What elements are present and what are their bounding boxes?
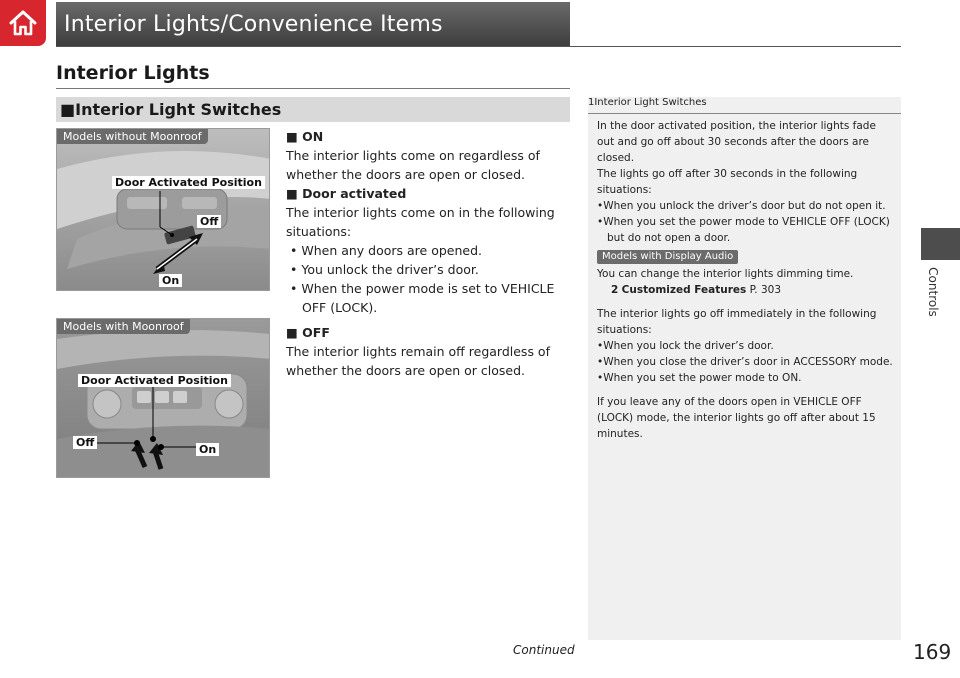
sidebar-paragraph: The lights go off after 30 seconds in the following situations:: [597, 168, 858, 196]
door-bullet: • You unlock the driver’s door.: [290, 262, 479, 277]
models-with-moonroof-tag: Models with Moonroof: [57, 319, 190, 334]
on-heading: ■ ON: [286, 129, 324, 144]
callout-off: Off: [197, 215, 221, 228]
cross-reference-link[interactable]: [597, 282, 894, 298]
overhead-console-illustration: [57, 129, 270, 291]
sidebar-paragraph: In the door activated position, the interior lights fade out and go off about 30 seconds after the doors are closed.: [597, 120, 876, 164]
photo-with-moonroof: [56, 318, 270, 478]
sidebar-paragraph: The interior lights go off immediately in the following situations:: [597, 308, 877, 336]
page-title: Interior Lights/Convenience Items: [64, 11, 443, 37]
page-title-bar: [56, 2, 570, 46]
callout-door-activated: Door Activated Position: [112, 176, 265, 189]
main-body-text: [286, 127, 561, 380]
sidebar-paragraph: If you leave any of the doors open in VEHICLE OFF (LOCK) mode, the interior lights go off after about 15 minutes.: [597, 396, 876, 440]
xref-page: P. 303: [746, 284, 782, 296]
sidebar-bullet: •When you close the driver’s door in ACCESSORY mode.: [597, 356, 893, 368]
off-heading: ■ OFF: [286, 325, 330, 340]
door-activated-heading: ■ Door activated: [286, 186, 407, 201]
sidebar-bullet: •When you unlock the driver’s door but do not open it.: [597, 200, 886, 212]
sidebar-heading: 1Interior Light Switches: [588, 97, 707, 108]
sidebar-notes-text: [597, 118, 894, 442]
callout-off-moonroof: Off: [73, 436, 97, 449]
home-icon: [8, 9, 38, 37]
page-number: 169: [913, 640, 952, 664]
chapter-tab-label-wrap: [916, 262, 950, 322]
xref-arrow-icon: 2: [611, 284, 619, 296]
chapter-tab[interactable]: [921, 228, 960, 260]
continued-label: Continued: [513, 643, 575, 657]
callout-door-activated-moonroof: Door Activated Position: [78, 374, 231, 387]
overhead-console-moonroof-illustration: [57, 319, 270, 478]
door-bullet: • When any doors are opened.: [290, 243, 483, 258]
off-text: The interior lights remain off regardless of whether the doors are open or closed.: [286, 344, 550, 378]
subsection-title: ■Interior Light Switches: [60, 100, 282, 119]
models-without-moonroof-tag: Models without Moonroof: [57, 129, 208, 144]
section-divider: [56, 88, 570, 89]
title-divider: [56, 46, 901, 47]
home-button[interactable]: [0, 0, 46, 46]
sidebar-bullet: •When you lock the driver’s door.: [597, 340, 774, 352]
photo-without-moonroof: [56, 128, 270, 291]
callout-on: On: [159, 274, 182, 287]
on-text: The interior lights come on regardless of whether the doors are open or closed.: [286, 148, 540, 182]
sidebar-bullet: •When you set the power mode to ON.: [597, 372, 802, 384]
models-with-display-audio-tag: Models with Display Audio: [597, 250, 738, 264]
sidebar-bullet: •When you set the power mode to VEHICLE OFF (LOCK) but do not open a door.: [597, 216, 890, 244]
subsection-bar: [56, 97, 570, 122]
door-bullet: • When the power mode is set to VEHICLE OFF (LOCK).: [290, 281, 555, 315]
sidebar-paragraph: You can change the interior lights dimming time.: [597, 268, 854, 280]
sidebar-heading-divider: [588, 113, 901, 114]
xref-title: Customized Features: [621, 284, 747, 296]
door-activated-text: The interior lights come on in the following situations:: [286, 205, 555, 239]
callout-on-moonroof: On: [196, 443, 219, 456]
chapter-tab-label: Controls: [926, 267, 941, 317]
section-title: Interior Lights: [56, 62, 210, 84]
